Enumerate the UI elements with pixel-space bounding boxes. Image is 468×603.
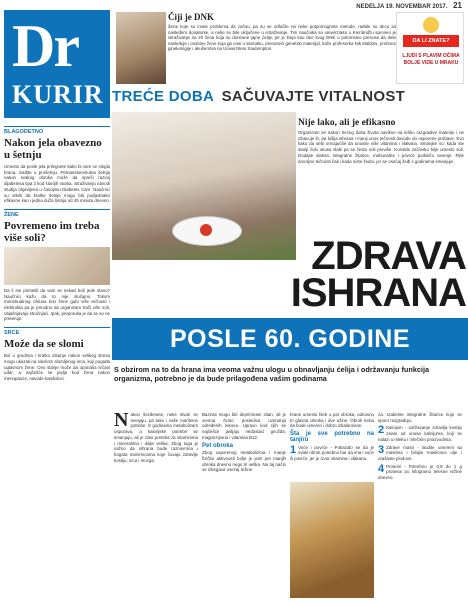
main-title: [286, 234, 466, 315]
sidebar-text-so: Da li ste primetili da vam se nekad baš jede slano? Naučnici kažu da to nije slučajno. Tokom menstrualnog ciklusa telo žene gubi više tečnosti i elektrolita pa je prirodno da organizam traži više soli, objašnjavaju stručnjaci. Ipak, preporuka je da se so ne preteruje.: [4, 287, 110, 322]
sidebar-label-zene: ŽENE: [4, 209, 110, 218]
tomato-shape: [200, 224, 212, 236]
issue-date: NEDELJA 19. NOVEMBAR 2017.: [356, 4, 448, 10]
sidebar-text-setnja: Umesto da posle jela prilegnete kako bi vam se slegla hrana, izađite u prošetnju. Petnaestominutna šetnja nakon svakog obroka može da spreči razvoj dijabetesa tipa 2 kod starijih osoba, istraživanju navodi studija objavljena u časopisu Diabetes Care. Naučnici su otkrili da kratke šetnje mogu biti podjednako efikasne kao i jedna duža šetnja od 45 minuta dnevno.: [4, 164, 110, 204]
column-3: [290, 412, 374, 462]
food-photo: [290, 482, 374, 598]
page-number: 21: [453, 1, 462, 10]
column-3-heading: Šta je sve potrebno na tanjiru: [290, 431, 374, 443]
column-1: [114, 409, 198, 463]
sidebar-title-so: Povremeno im treba više soli?: [4, 219, 100, 244]
main-title-line1: ZDRAVA: [311, 234, 466, 278]
section-headline-part2: SAČUVAJTE VITALNOST: [221, 88, 406, 105]
list-number: 3: [378, 443, 385, 456]
lead-paragraph: S obzirom na to da hrana ima veoma važnu ulogu u obnavljanju ćelija i održavanju funkcija organizma, potrebno je da bude prilagođena vašim godinama: [114, 365, 430, 383]
list-item: [378, 425, 462, 442]
list-number: 4: [378, 462, 385, 475]
side-article: [298, 118, 464, 164]
column-1-text: akon šezdesete, neke stvari se menjaju, pa tako i vaše nutritivne potrebe. S godinama metabolizam usporava, a kalorijske potrebe se smanjuju, ali je zato potreba za vitaminima i mineralima i dalje velika. Zbog toga je važno da ishrana bude raznovrsna i bogata namirnicama koje čuvaju zdravlje kostiju, srca i mozga.: [114, 412, 198, 463]
list-text: Proteini - Potrebno je 0,8 do 1 g proteina po kilogramu telesne težine dnevno.: [378, 463, 462, 481]
age-banner: POSLE 60. GODINE: [112, 318, 468, 360]
sidebar-title-setnja: Nakon jela obavezno u šetnju: [4, 137, 102, 161]
list-item: [378, 464, 462, 481]
list-number: 1: [290, 443, 297, 456]
list-item: [378, 445, 462, 462]
column-4: [378, 412, 462, 481]
dna-text: Žene koje su imale problema da začnu, pa su se odlučile na neke potpomognute metode, rađale su decu sa nasleđem donatorke, a neke su bile uključene u istraživanje. Tim naučnika sa univerziteta u Kembridžu sproveo je istraživanje na 20 žena koja su donirane jajne ćelije, jer je Deja kao deo svog DNK u potomstvo prenose da dete nasleđuje i osobine žene koja ga nosi u stomaku, prenoseći genetski materijal, kaže profesorka Nik Makloni, profesor ginekologije i akušerstva na Univerzitetu Sautempton.: [168, 24, 396, 52]
column-2-text: Bazirati mogu biti deprimirani sitan, ali je veoma često posledica uzimanja određenih lekova. Upravo kod njih se najčešće javljaju nedostaci gvožđa, magnezijuma i vitamina B12.: [202, 412, 286, 440]
section-headline-part1: TREĆE DOBA: [112, 88, 215, 105]
list-text: Voće i povrće - Pokazalo se da je svaki obrok potrebno bar da ima i voće ili povrće, jer je izvor vitamina i vlakana.: [290, 444, 374, 461]
sidebar-photo-salt: [4, 247, 110, 285]
sidebar-label-blagodetno: BLAGODETNO: [4, 126, 110, 135]
dna-title: Čiji je DNK: [168, 12, 214, 22]
sidebar-title-srce: Može da se slomi: [4, 338, 84, 351]
page-info: [356, 1, 462, 10]
dna-article-photo: [116, 12, 166, 84]
top-bar: [0, 0, 468, 10]
hero-photo-couple-cooking: [112, 112, 296, 260]
did-you-know-text: LJUDI S PLAVIM OČIMA BOLJE VIDE U MRAKU: [402, 53, 460, 66]
column-3-text: hrane umesto hleb u pet obroka, odnosno tri glavna obroka i dve užine. Obrok treba da bude umeren i dobro izbalansiran.: [290, 412, 374, 429]
dr-kurir-logo: [4, 10, 110, 118]
main-title-line2: ISHRANA: [290, 271, 466, 315]
did-you-know-badge: DA LI ZNATE?: [403, 35, 459, 47]
section-headline: [112, 88, 468, 112]
lightbulb-icon: [423, 17, 439, 33]
list-item: [290, 445, 374, 462]
logo-kurir-text: KURIR: [12, 80, 104, 109]
list-text: Kalcijum - održavanje zdravlja kostiju zavisi od unosa kalcijuma, koji se nalazi u mleku i mlečnim proizvodima.: [378, 425, 462, 442]
column-2-text2: Zbog usporenog metabolizma i manje fizičke aktivnosti bolje je jesti pet manjih obroka dnevno nego tri velika. Na taj način se izbegava osećaj težine.: [202, 450, 286, 473]
dropcap: N: [114, 409, 129, 431]
column-2-heading: Pet obroka: [202, 442, 234, 449]
list-number: 2: [378, 424, 385, 437]
side-article-text: Organizam se nakon trećeg doba života navikne na teško razgradive materije i ne izbacuje ih, pa lošija ishrana i manji unos tečnosti dovode do usporene probave. Evo kako da sebi omogućite da unosite više vitamina i vlakana. Smanjite so: kada ste stariji čulo ukusa slabi pa se često soli previše. Koristite začinsko bilje umesto soli. Dodajte vlakna: integralne žitarice, mahunarke i povrće podstiču varenje. Pijte dovoljno tečnosti čak i kada niste žedni, jer se osećaj žeđi s godinama smanjuje.: [298, 130, 464, 164]
dna-article: [168, 12, 396, 52]
side-article-title: Nije lako, ali je efikasno: [298, 118, 396, 128]
logo-dr-text: Dr: [12, 13, 78, 79]
left-sidebar: [4, 126, 110, 382]
column-4-text: ća. Izaberite integralne žitarice koje se sporo razgrađuju.: [378, 412, 462, 423]
sidebar-text-srce: Bol u grudima i kratko disanje nakon velikog stresa mogu ukazati na sindrom slomljenog srca, koji pogađa uglavnom žene. Ovo stanje može da oponaša srčani udar, a najčešće se javlja kod žena nakon menopauze, navode kardiolozi.: [4, 353, 110, 381]
list-text: Zdrave masti - Budite umereni sa mastima i birajte maslinovo ulje i orašaste plodove.: [378, 444, 462, 461]
column-2: [202, 412, 286, 473]
did-you-know-box: [396, 12, 464, 84]
sidebar-label-srce: SRCE: [4, 327, 110, 336]
